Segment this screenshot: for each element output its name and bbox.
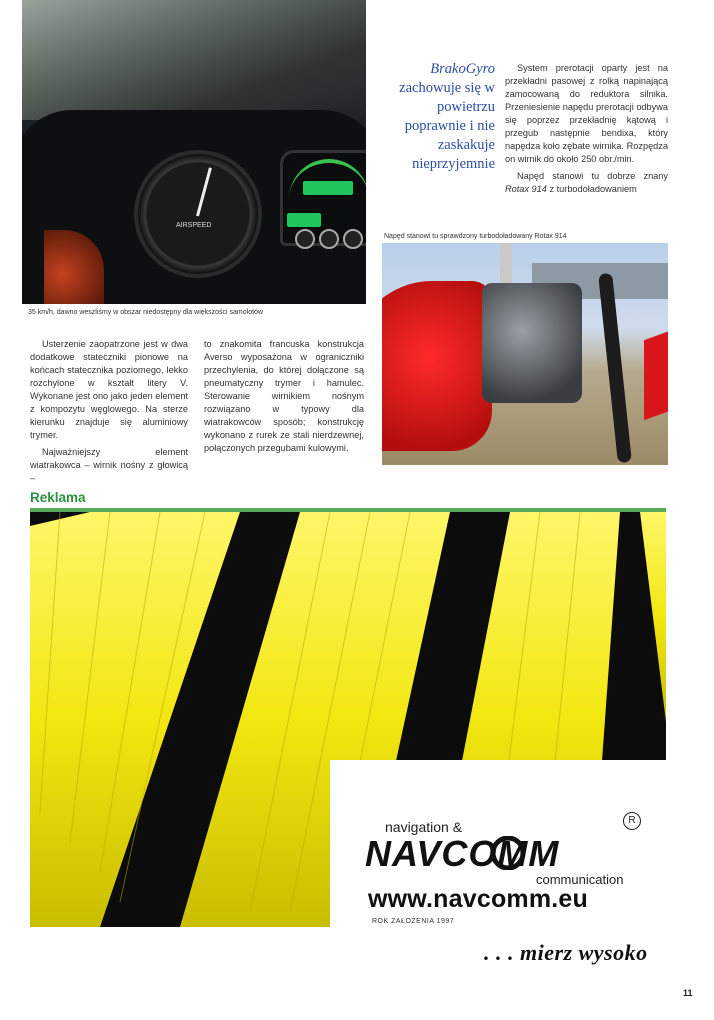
founded-year: ROK ZAŁOŻENIA 1997 — [372, 918, 455, 925]
article-left-column — [30, 338, 188, 489]
ad-section-label: Reklama — [30, 490, 86, 505]
ad-url: www.navcomm.eu — [368, 885, 588, 913]
canopy-glare — [22, 0, 366, 120]
rotax-engine — [482, 283, 582, 403]
article-right-column — [505, 62, 668, 200]
article-paragraph: Usterzenie zaopatrzone jest w dwa dodatkowe stateczniki pionowe na końcach statecznika poziomego, lekko rozchylone w kształt litery V. Wykonane jest ono jako jeden element z kompozytu węglowego. Na sterze kierunku znajduje się aluminiowy trymer. — [30, 339, 188, 440]
engine-photo — [382, 243, 668, 465]
article-paragraph: System prerotacji oparty jest na przekładni pasowej z rolką napinającą zamocowaną do reduktora silnika. Przeniesienie napędu prerotacji odbywa się poprzez przekładnię kątową i przegub następnie bendixa, który napędza koło zębate wirnika. Rozpędza on wirnik do około 250 obr./min. — [505, 63, 668, 164]
cockpit-caption: 35 km/h, dawno weszliśmy w obszar niedostępny dla większości samolotów — [28, 309, 263, 316]
article-paragraph: to znakomita francuska konstrukcja Averso wyposażona w ograniczniki przechylenia, do której dołączone są pneumatyczny trymer i hamulec. Sterowanie wirnikiem nośnym rozwiązano w typowy dla wiatrakowców sposób; konstrukcję wykonano z rurek ze stali nierdzewnej, połączonych przegubami kulowymi. — [204, 339, 364, 453]
tail-fin — [644, 326, 668, 421]
pull-quote — [385, 60, 495, 174]
article-mid-column — [204, 338, 364, 459]
knob-icon — [343, 229, 363, 249]
page-number: 11 — [683, 988, 693, 998]
svg-text:NAVCOMM: NAVCOMM — [365, 836, 560, 870]
pull-quote-brand: BrakoGyro — [430, 61, 495, 77]
navcomm-logo — [365, 836, 645, 870]
lcd-display-small — [287, 213, 321, 227]
ad-slogan: . . . mierz wysoko — [484, 940, 648, 965]
logo-tagline-top: navigation & — [385, 819, 463, 835]
airspeed-gauge — [134, 150, 262, 278]
digital-instrument — [280, 150, 366, 246]
article-paragraph: Najważniejszy element wiatrakowca – wirnik nośny z głowicą – — [30, 447, 188, 483]
knob-icon — [295, 229, 315, 249]
navcomm-logo-graphic — [365, 836, 645, 870]
pull-quote-text: zachowuje się w powietrzu poprawnie i nie zaskakuje nieprzyjemnie — [399, 80, 495, 172]
gyro-fuselage — [382, 281, 492, 451]
logo-tagline-bottom: communication — [536, 872, 624, 887]
gauge-label: AIRSPEED — [176, 222, 212, 229]
engine-caption: Napęd stanowi tu sprawdzony turbodoładowany Rotax 914 — [384, 233, 567, 240]
knob-icon — [319, 229, 339, 249]
gauge-needle — [196, 167, 212, 216]
propeller — [598, 273, 632, 463]
article-paragraph: Napęd stanowi tu dobrze znany Rotax 914 z turbodoładowaniem — [505, 171, 668, 194]
registered-icon: R — [623, 812, 641, 830]
lcd-display — [303, 181, 353, 195]
cockpit-photo — [22, 0, 366, 304]
